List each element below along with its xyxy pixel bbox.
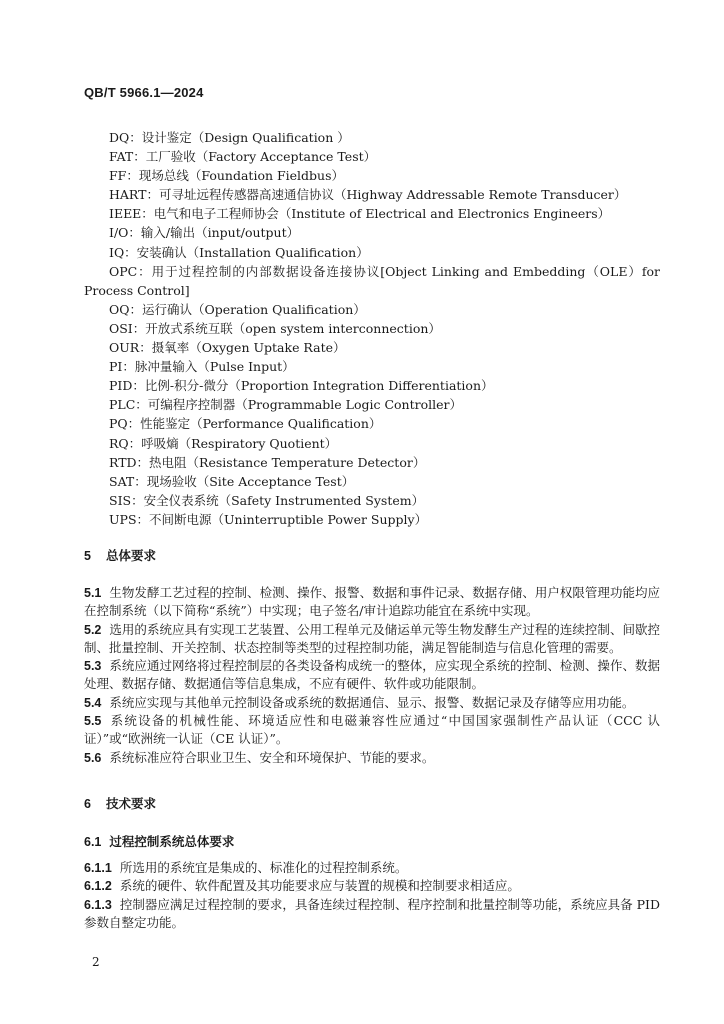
clause-text: 选用的系统应具有实现工艺装置、公用工程单元及储运单元等生物发酵生产过程的连续控制、间歇控制、批量控制、开关控制、状态控制等类型的过程控制功能，满足智能制造与信息化管理的需要。 <box>84 621 660 655</box>
abbreviation-item: RQ：呼吸熵（Respiratory Quotient） <box>109 435 338 451</box>
clause-number: 5.5 <box>84 714 102 729</box>
abbreviation-item: UPS：不间断电源（Uninterruptible Power Supply） <box>109 511 428 527</box>
clause-text: 系统的硬件、软件配置及其功能要求应与装置的规模和控制要求相适应。 <box>119 878 520 894</box>
page-number: 2 <box>92 955 100 969</box>
section-5-heading <box>84 546 660 564</box>
abbreviation-item: OSI：开放式系统互联（open system interconnection） <box>109 320 441 336</box>
abbreviation-item: IQ：安装确认（Installation Qualification） <box>109 244 369 260</box>
clause-number: 5.2 <box>84 622 102 637</box>
abbreviation-item: SAT：现场验收（Site Acceptance Test） <box>109 473 355 489</box>
clause-number: 5.6 <box>84 750 102 765</box>
clause <box>84 896 660 933</box>
clause <box>84 694 660 712</box>
abbreviation-item: DQ：设计鉴定（Design Qualification ） <box>109 130 350 145</box>
clause-text: 系统应通过网络将过程控制层的各类设备构成统一的整体，应实现全系统的控制、检测、操作、数据处理、数据存储、数据通信等信息集成，不应有硬件、软件或功能限制。 <box>84 658 660 692</box>
abbreviation-item: FAT：工厂验收（Factory Acceptance Test） <box>109 149 377 165</box>
section-number: 6 <box>84 797 91 811</box>
standard-code-header: QB/T 5966.1—2024 <box>84 85 204 100</box>
abbreviation-item: OUR：摄氧率（Oxygen Uptake Rate） <box>109 340 346 356</box>
section-6-heading <box>84 794 660 812</box>
clause <box>84 657 660 694</box>
abbreviation-item: PLC：可编程序控制器（Programmable Logic Controller） <box>109 397 462 413</box>
abbreviation-item: SIS：安全仪表系统（Safety Instrumented System） <box>109 492 425 508</box>
clause-number: 5.3 <box>84 659 102 674</box>
section-title: 总体要求 <box>106 549 157 563</box>
subsection-6-1-heading <box>84 832 660 850</box>
clause <box>84 621 660 658</box>
abbreviation-item: OQ：运行确认（Operation Qualification） <box>109 301 366 317</box>
abbreviation-list <box>84 128 660 529</box>
clause-number: 5.4 <box>84 695 102 710</box>
clause-text: 所选用的系统宜是集成的、标准化的过程控制系统。 <box>119 860 408 875</box>
clause <box>84 749 660 767</box>
clause <box>84 712 660 749</box>
subsection-title: 过程控制系统总体要求 <box>109 835 235 849</box>
abbreviation-item: IEEE：电气和电子工程师协会（Institute of Electrical and Electronics Engineers） <box>109 206 611 222</box>
clause-text: 系统应实现与其他单元控制设备或系统的数据通信、显示、报警、数据记录及存储等应用功能。 <box>109 694 635 710</box>
abbreviation-item: OPC：用于过程控制的内部数据设备连接协议[Object Linking and Embedding（OLE）for Process Control] <box>84 263 660 298</box>
abbreviation-item: I/O：输入/输出（input/output） <box>109 225 300 241</box>
clause-text: 生物发酵工艺过程的控制、检测、操作、报警、数据和事件记录、数据存储、用户权限管理功能均应在控制系统（以下简称“系统”）中实现；电子签名/审计追踪功能宜在系统中实现。 <box>84 585 660 619</box>
clause-text: 系统标准应符合职业卫生、安全和环境保护、节能的要求。 <box>109 749 435 765</box>
section-6-body <box>84 859 660 932</box>
clause-text: 控制器应满足过程控制的要求，具备连续过程控制、程序控制和批量控制等功能，系统应具备 PID 参数自整定功能。 <box>84 896 660 930</box>
section-5-body <box>84 584 660 767</box>
clause-text: 系统设备的机械性能、环境适应性和电磁兼容性应通过“中国国家强制性产品认证（CCC 认证）”或“欧洲统一认证（CE 认证）”。 <box>84 713 660 747</box>
clause-number: 6.1.1 <box>84 861 112 875</box>
clause <box>84 877 660 895</box>
section-title: 技术要求 <box>106 797 157 811</box>
clause <box>84 859 660 877</box>
clause-number: 6.1.2 <box>84 879 112 894</box>
clause <box>84 584 660 621</box>
section-number: 5 <box>84 549 91 563</box>
clause-number: 5.1 <box>84 586 102 600</box>
abbreviation-item: HART：可寻址远程传感器高速通信协议（Highway Addressable Remote Transducer） <box>109 187 627 203</box>
abbreviation-item: FF：现场总线（Foundation Fieldbus） <box>109 168 345 184</box>
abbreviation-item: PQ：性能鉴定（Performance Qualification） <box>109 416 382 432</box>
clause-number: 6.1.3 <box>84 897 112 912</box>
abbreviation-item: PI：脉冲量输入（Pulse Input） <box>109 359 295 375</box>
abbreviation-item: PID：比例-积分-微分（Proportion Integration Differentiation） <box>109 378 494 394</box>
abbreviation-item: RTD：热电阻（Resistance Temperature Detector） <box>109 454 426 470</box>
subsection-number: 6.1 <box>84 835 102 849</box>
